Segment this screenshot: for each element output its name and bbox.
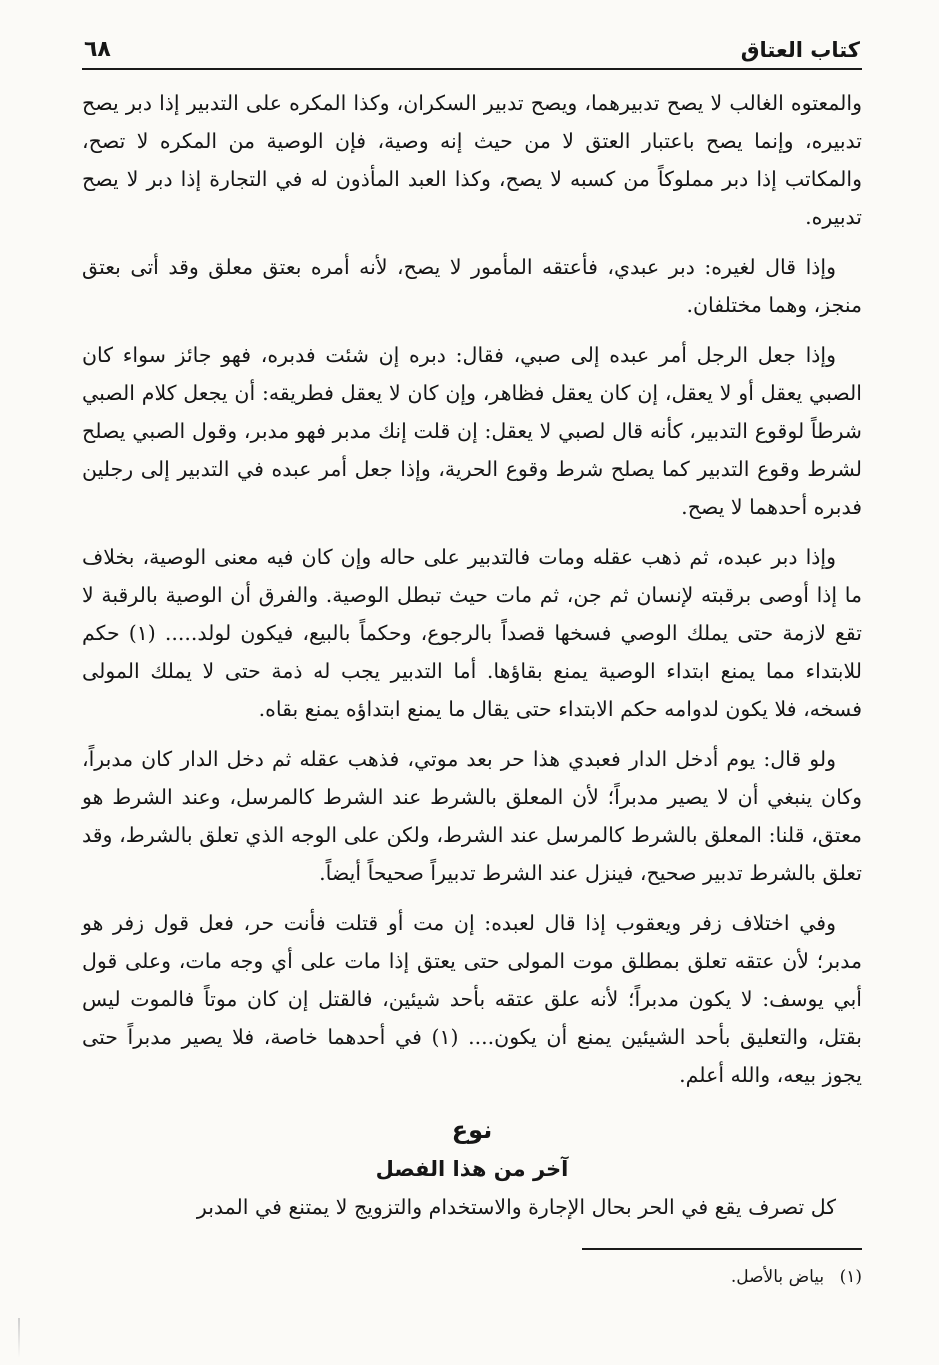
paragraph: ولو قال: يوم أدخل الدار فعبدي هذا حر بعد موتي، فذهب عقله ثم دخل الدار كان مدبراً، وكان ينبغي أن لا يصير مدبراً؛ لأن المعلق بالشرط عند الشرط كالمرسل، وعند الشرط هو معتق، قلنا: المعلق بالشرط كالمرسل عند الشرط، ولكن على الوجه الذي تعلق بالشرط، وقد تعلق بالشرط تدبير صحيح، فينزل عند الشرط تدبيراً صحيحاً أيضاً. <box>82 747 862 885</box>
section-heading <box>82 1110 862 1188</box>
paragraph: والمعتوه الغالب لا يصح تدبيرهما، ويصح تدبير السكران، وكذا المكره على التدبير إذا دبر يصح تدبيره، وإنما يصح باعتبار العتق لا من حيث إنه وصية، فإن الوصية من المكره لا تصح، والمكاتب إذا دبر مملوكاً من كسبه لا يصح، وكذا العبد المأذون له في التجارة إذا دبر لا يصح تدبيره. <box>82 91 862 229</box>
paragraph: وإذا جعل الرجل أمر عبده إلى صبي، فقال: دبره إن شئت فدبره، فهو جائز سواء كان الصبي يعقل أو لا يعقل، إن كان يعقل فظاهر، وإن كان لا يعقل فطريقه: أن يجعل كلام الصبي شرطاً لوقوع التدبير، كأنه قال لصبي لا يعقل: إن قلت إنك مدبر فهو مدبر، وقول الصبي يصلح لشرط وقوع التدبير كما يصلح شرط وقوع الحرية، وإذا جعل أمر عبده في التدبير إلى رجلين فدبره أحدهما لا يصح. <box>82 343 862 519</box>
book-title: كتاب العتاق <box>740 38 860 62</box>
footnote-text: بياض بالأصل. <box>730 1267 825 1287</box>
footnote-number: (١) <box>839 1267 862 1287</box>
footnote-divider <box>582 1248 862 1250</box>
page-number: ٦٨ <box>84 37 111 62</box>
section-first-line: كل تصرف يقع في الحر بحال الإجارة والاستخدام والتزويج لا يمتنع في المدبر <box>196 1195 836 1219</box>
paragraph: وإذا قال لغيره: دبر عبدي، فأعتقه المأمور لا يصح، لأنه أمره بعتق معلق وقد أتى بعتق منجز، وهما مختلفان. <box>82 255 862 317</box>
paragraph: وفي اختلاف زفر ويعقوب إذا قال لعبده: إن مت أو قتلت فأنت حر، فعل قول زفر هو مدبر؛ لأن عتقه تعلق بمطلق موت المولى حتى يعتق إذا مات على أي وجه مات، وعلى قول أبي يوسف: لا يكون مدبراً؛ لأنه علق عتقه بأحد شيئين، فالقتل إن كان موتاً فالموت ليس بقتل، والتعليق بأحد الشيئين يمنع أن يكون.... (١) في أحدهما خاصة، فلا يصير مدبراً حتى يجوز بيعه، والله أعلم. <box>82 911 862 1087</box>
paragraph: وإذا دبر عبده، ثم ذهب عقله ومات فالتدبير على حاله وإن كان فيه معنى الوصية، بخلاف ما إذا أوصى برقبته لإنسان ثم جن، ثم مات حيث تبطل الوصية. والفرق أن الوصية بالرقبة لا تقع لازمة حتى يملك الوصي فسخها قصداً بالرجوع، وحكماً بالبيع، فيكون لولد..... (١) حكم للابتداء مما يمنع ابتداء الوصية يمنع بقاؤها. أما التدبير يجب له ذمة حتى لا يملك المولى فسخه، فلا يكون لدوامه حكم الابتداء حتى يقال ما يمنع ابتداؤه يمنع بقاه. <box>82 545 862 721</box>
running-header <box>82 28 862 70</box>
scan-mark <box>18 1318 20 1358</box>
section-title: نوع <box>451 1116 493 1144</box>
section-subtitle: آخر من هذا الفصل <box>375 1157 569 1181</box>
book-page <box>82 28 862 1292</box>
footnote <box>82 1262 862 1292</box>
body-text <box>82 84 862 1226</box>
